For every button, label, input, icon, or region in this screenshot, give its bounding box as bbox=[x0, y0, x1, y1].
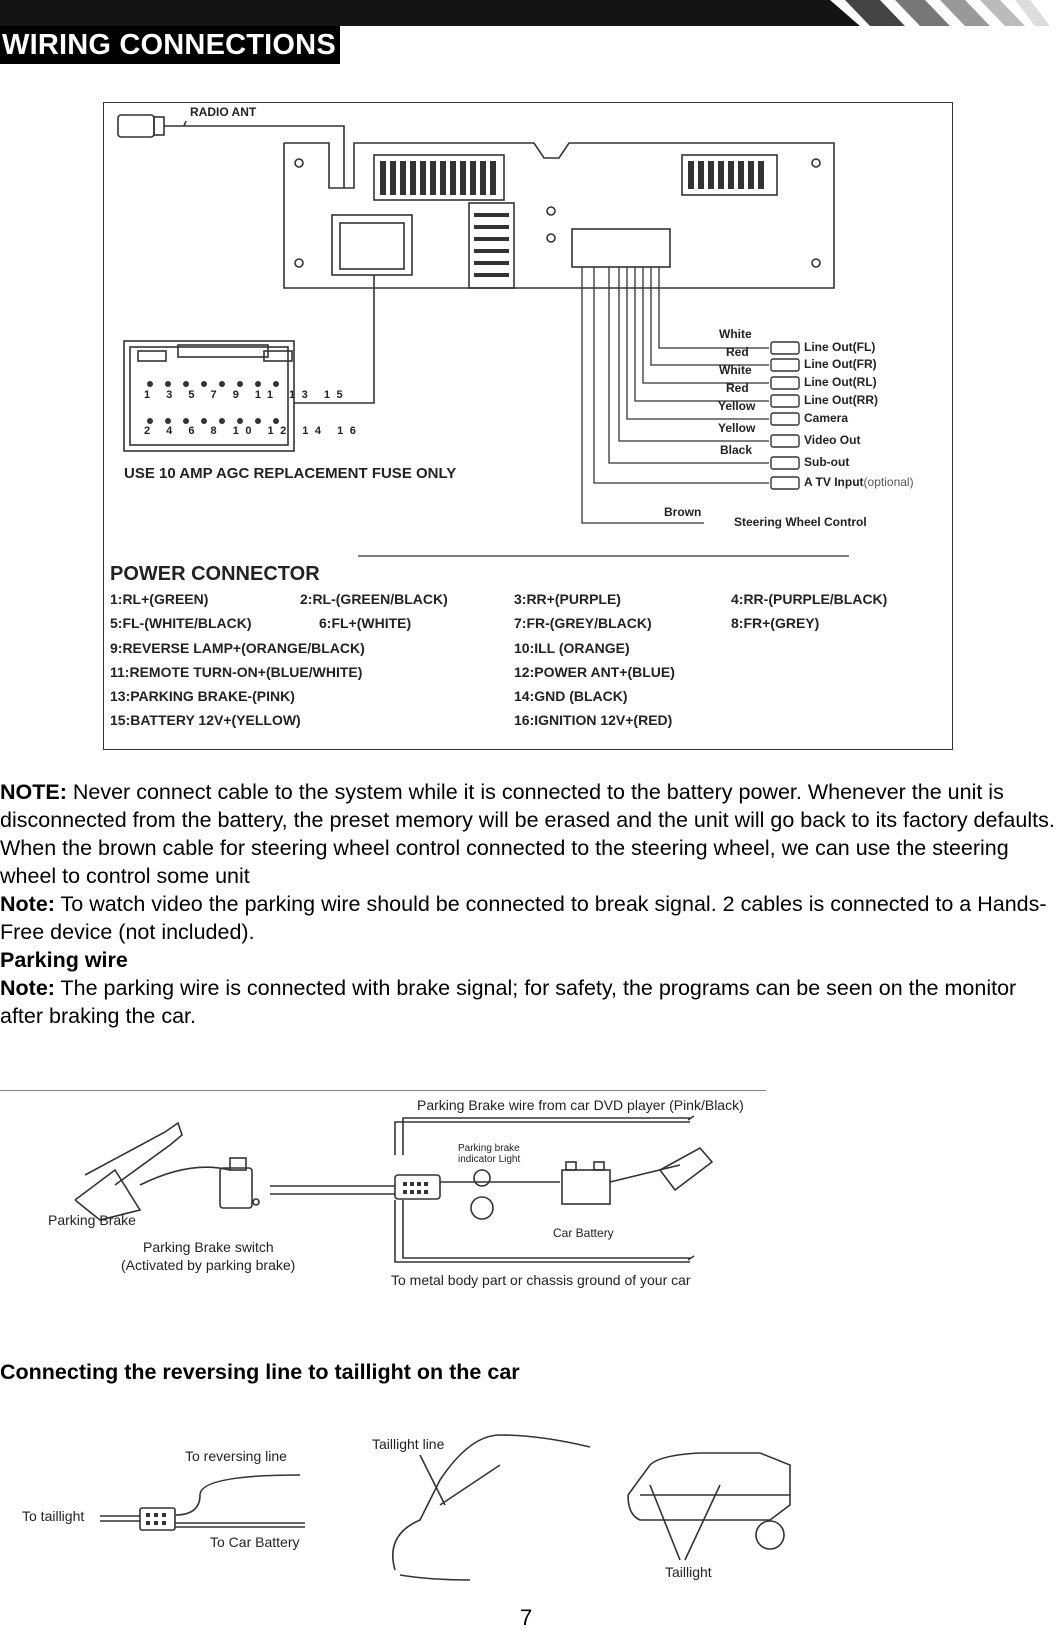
reversing-diagram bbox=[0, 1425, 800, 1590]
rca-label: Line Out(FR) bbox=[804, 357, 877, 371]
wire-color: Red bbox=[726, 381, 749, 395]
pin-numbers-top: 1 3 5 7 9 11 13 15 bbox=[144, 389, 350, 401]
note-paragraph: Note: The parking wire is connected with brake signal; for safety, the programs can be seen on the monitor after braking the car. bbox=[0, 976, 1017, 1028]
to-taillight-label: To taillight bbox=[22, 1508, 85, 1524]
note-paragraph: NOTE: Never connect cable to the system while it is connected to the battery power. Whenever the unit is disconnected from the battery, the preset memory will be erased and the unit will go back to its factory defaults. bbox=[0, 780, 1055, 832]
pin-label: 1:RL+(GREEN) bbox=[110, 591, 209, 607]
steering-paragraph: When the brown cable for steering wheel control connected to the steering wheel, we can use the steering wheel to control some unit bbox=[0, 836, 1009, 888]
ground-label: To metal body part or chassis ground of your car bbox=[391, 1272, 691, 1288]
pin-label: 8:FR+(GREY) bbox=[731, 615, 820, 631]
reversing-heading: Connecting the reversing line to taillight on the car bbox=[0, 1360, 520, 1384]
indicator-label-2: indicator Light bbox=[458, 1154, 521, 1165]
radio-ant-label: RADIO ANT bbox=[190, 105, 257, 119]
pin-label: 16:IGNITION 12V+(RED) bbox=[514, 712, 673, 728]
rca-label: Sub-out bbox=[804, 455, 850, 469]
pin-label: 9:REVERSE LAMP+(ORANGE/BLACK) bbox=[110, 640, 365, 656]
indicator-label-1: Parking brake bbox=[458, 1143, 520, 1154]
to-reversing-label: To reversing line bbox=[185, 1448, 287, 1464]
parking-heading: Parking wire bbox=[0, 948, 128, 972]
pin-numbers-bottom: 2 4 6 8 10 12 14 16 bbox=[144, 425, 363, 437]
rca-label: Camera bbox=[804, 411, 849, 425]
wire-color: Black bbox=[720, 443, 753, 457]
pin-label: 12:POWER ANT+(BLUE) bbox=[514, 664, 675, 680]
rca-label: Line Out(FL) bbox=[804, 340, 876, 354]
note-paragraph: Note: To watch video the parking wire should be connected to break signal. 2 cables is connected to a Hands-Free device (not included). bbox=[0, 892, 1047, 944]
pin-label: 11:REMOTE TURN-ON+(BLUE/WHITE) bbox=[110, 664, 363, 680]
pin-label: 3:RR+(PURPLE) bbox=[514, 591, 621, 607]
pin-label: 4:RR-(PURPLE/BLACK) bbox=[731, 591, 888, 607]
wire-color: Yellow bbox=[718, 421, 756, 435]
rca-label: A TV Input(optional) bbox=[804, 475, 914, 489]
power-connector-title: POWER CONNECTOR bbox=[110, 563, 320, 585]
battery-label: Car Battery bbox=[553, 1226, 614, 1240]
switch-label-2: (Activated by parking brake) bbox=[121, 1257, 296, 1273]
page-title: WIRING CONNECTIONS bbox=[0, 26, 340, 64]
pin-label: 6:FL+(WHITE) bbox=[319, 615, 412, 631]
pin-label: 14:GND (BLACK) bbox=[514, 688, 628, 704]
pin-label: 13:PARKING BRAKE-(PINK) bbox=[110, 688, 295, 704]
header-bar bbox=[0, 0, 1057, 26]
wire-color: White bbox=[719, 363, 752, 377]
fuse-note: USE 10 AMP AGC REPLACEMENT FUSE ONLY bbox=[124, 465, 457, 482]
wire-color: Red bbox=[726, 345, 749, 359]
brake-label: Parking Brake bbox=[48, 1212, 136, 1228]
parking-wire-label: Parking Brake wire from car DVD player (Pink/Black) bbox=[417, 1097, 744, 1113]
rca-label: Line Out(RR) bbox=[804, 393, 878, 407]
parking-diagram-drawing bbox=[0, 1090, 770, 1300]
wire-color: Brown bbox=[664, 505, 702, 519]
wire-color: Yellow bbox=[718, 399, 756, 413]
to-battery-label: To Car Battery bbox=[210, 1534, 300, 1550]
page-number: 7 bbox=[520, 1605, 533, 1630]
rca-label: Line Out(RL) bbox=[804, 375, 877, 389]
pin-label: 15:BATTERY 12V+(YELLOW) bbox=[110, 712, 301, 728]
wiring-diagram bbox=[103, 102, 953, 750]
pin-label: 2:RL-(GREEN/BLACK) bbox=[300, 591, 448, 607]
notes-section bbox=[0, 778, 1057, 1030]
rca-label: Video Out bbox=[804, 433, 861, 447]
switch-label-1: Parking Brake switch bbox=[143, 1239, 274, 1255]
pin-label: 10:ILL (ORANGE) bbox=[514, 640, 630, 656]
taillight-label: Taillight bbox=[665, 1564, 712, 1580]
wire-color: White bbox=[719, 327, 752, 341]
parking-diagram bbox=[0, 1090, 770, 1300]
taillight-line-label: Taillight line bbox=[372, 1436, 445, 1452]
pin-label: 7:FR-(GREY/BLACK) bbox=[514, 615, 652, 631]
steering-label: Steering Wheel Control bbox=[734, 515, 867, 529]
pin-label: 5:FL-(WHITE/BLACK) bbox=[110, 615, 252, 631]
